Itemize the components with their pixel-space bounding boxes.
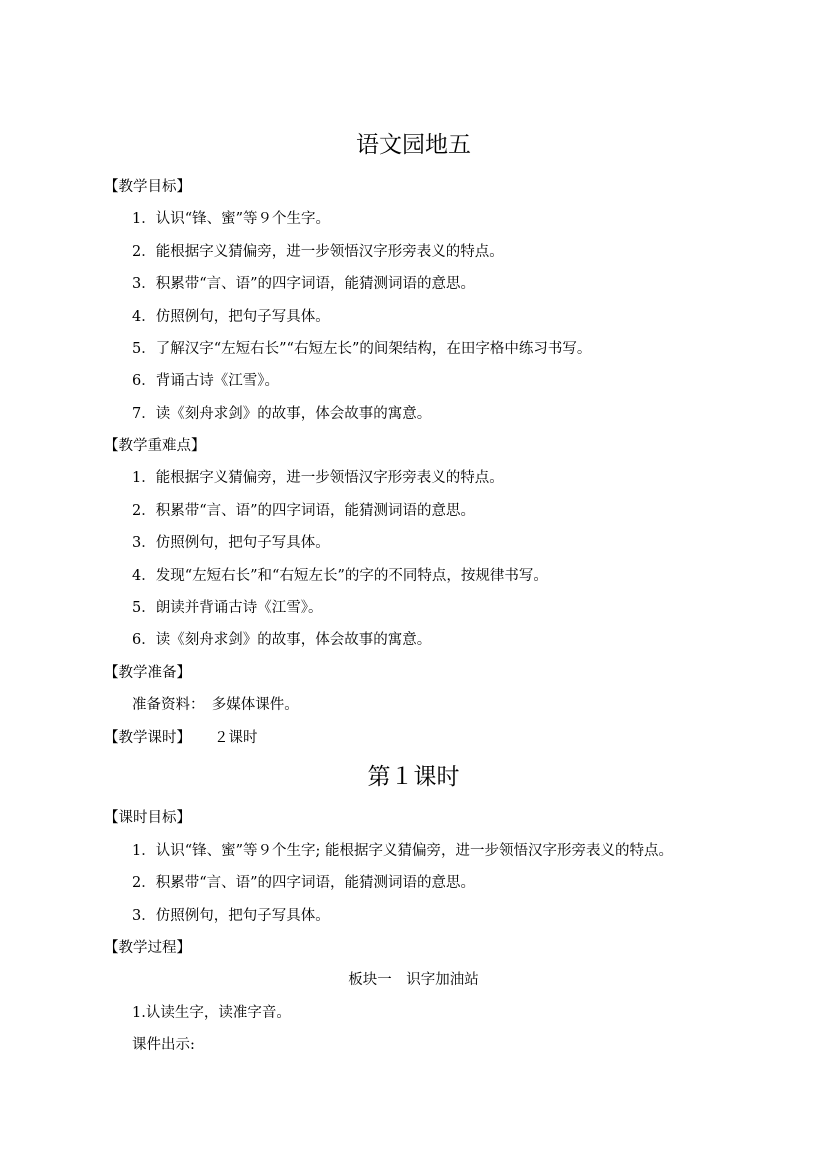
goal-item: 7．读《刻舟求剑》的故事，体会故事的寓意。 [132, 406, 432, 422]
section-heading-process: 【教学过程】 [104, 940, 191, 956]
key-point-item: 5．朗读并背诵古诗《江雪》。 [132, 600, 323, 616]
lesson-goal-item: 1．认识“锋、蜜”等９个生字; 能根据字义猜偏旁，进一步领悟汉字形旁表义的特点。 [132, 843, 674, 859]
step-text: 1.认读生字，读准字音。 [132, 1005, 291, 1021]
section-heading-periods: 【教学课时】 [104, 730, 191, 746]
key-point-item: 6．读《刻舟求剑》的故事，体会故事的寓意。 [132, 632, 432, 648]
lesson-title: 第１课时 [367, 764, 460, 790]
goal-item: 4．仿照例句，把句子写具体。 [132, 309, 330, 325]
key-point-item: 3．仿照例句，把句子写具体。 [132, 535, 330, 551]
key-point-item: 1．能根据字义猜偏旁，进一步领悟汉字形旁表义的特点。 [132, 470, 504, 486]
key-point-item: 2．积累带“言、语”的四字词语，能猜测词语的意思。 [132, 503, 476, 519]
section-heading-lesson-goals: 【课时目标】 [104, 810, 191, 826]
page-title: 语文园地五 [356, 132, 471, 158]
section-heading-preparation: 【教学准备】 [104, 665, 191, 681]
key-point-item: 4．发现“左短右长”和“右短左长”的字的不同特点，按规律书写。 [132, 568, 548, 584]
section-heading-key-points: 【教学重难点】 [104, 438, 206, 454]
goal-item: 6．背诵古诗《江雪》。 [132, 373, 279, 389]
block-title: 板块一 识字加油站 [348, 972, 479, 988]
section-heading-goals: 【教学目标】 [104, 179, 191, 195]
lesson-goal-item: 3．仿照例句，把句子写具体。 [132, 908, 330, 924]
preparation-text: 准备资料： 多媒体课件。 [132, 697, 299, 713]
courseware-text: 课件出示: [132, 1037, 195, 1053]
goal-item: 1．认识“锋、蜜”等９个生字。 [132, 211, 331, 227]
goal-item: 3．积累带“言、语”的四字词语，能猜测词语的意思。 [132, 276, 476, 292]
goal-item: 2．能根据字义猜偏旁，进一步领悟汉字形旁表义的特点。 [132, 244, 504, 260]
lesson-goal-item: 2．积累带“言、语”的四字词语，能猜测词语的意思。 [132, 875, 476, 891]
periods-value: ２课时 [214, 730, 258, 746]
goal-item: 5．了解汉字“左短右长”“右短左长”的间架结构，在田字格中练习书写。 [132, 341, 592, 357]
